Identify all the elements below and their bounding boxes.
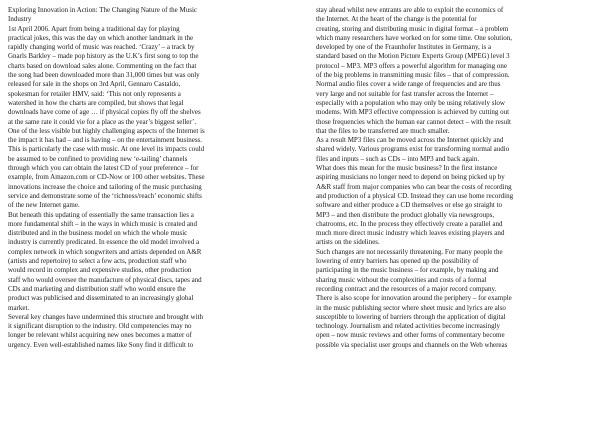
text-line: chatrooms, etc. In the process they effectively create a parallel and (316, 219, 503, 228)
text-line: lowering of entry barriers has opened up the possibility of (316, 257, 479, 266)
text-line: released for sale in the shops on 3rd April, Gennaro Castaldo, (8, 80, 181, 89)
text-line: it significant disruption to the industry. Old competencies may no (8, 322, 192, 331)
text-line: modems. With MP3 effective compression is achieved by cutting out (316, 108, 510, 117)
text-line: product was publicised and disseminated to an increasingly global (8, 294, 194, 303)
text-line: complex network in which songwriters and artists depended on A&R (8, 247, 202, 256)
text-line: There is also scope for innovation around the periphery – for example (316, 294, 512, 303)
text-line: much more direct music industry which leaves existing players and (316, 229, 505, 238)
article-title-continued: Industry (8, 15, 32, 24)
text-line: MP3 – and then distribute the product globally via newsgroups, (316, 210, 495, 219)
text-line: industry is currently predicated. In essence the old model involved a (8, 238, 200, 247)
text-line: urgency. Even well-established names like Sony find it difficult to (8, 340, 194, 349)
text-line: at the same rate it could vie for a place as the year’s biggest seller’. (8, 117, 197, 126)
text-line: possible via specialist user groups and channels on the Web whereas (316, 340, 508, 349)
text-line: the song had been downloaded more than 31,000 times but was only (8, 71, 200, 80)
text-line: One of the less visible but highly challenging aspects of the Internet is (8, 126, 205, 135)
text-line: of the new Internet game. (8, 201, 80, 210)
text-line: As a result MP3 files can be moved across the Internet quickly and (316, 136, 504, 145)
text-line: What does this mean for the music business? In the first instance (316, 164, 498, 173)
text-line: watershed in how the charts are compiled, but shows that legal (8, 98, 184, 107)
text-line: through which you can obtain the latest CD of your preference – for (8, 164, 199, 173)
text-line: technology. Journalism and related activities become increasingly (316, 322, 501, 331)
text-line: and production of a physical CD. Instead they can use home recording (316, 191, 514, 200)
text-line: the impact it has had – and is having – on the entertainment business. (8, 136, 203, 145)
text-line: open – now music reviews and other forms of commentary become (316, 331, 505, 340)
text-line: longer be relevant whilst acquiring new ones becomes a matter of (8, 331, 192, 340)
text-line: innovations increase the choice and tailoring of the music purchasing (8, 182, 202, 191)
text-line: participating in the music business – for example, by making and (316, 266, 499, 275)
text-line: rapidly changing world of music was reached. ‘Crazy’ – a track by (8, 43, 195, 52)
text-line: stay ahead whilst new entrants are able to exploit the economics of (316, 6, 504, 14)
text-line: spokesman for retailer HMV, said: ‘This not only represents a (8, 89, 181, 98)
text-line: that the files to be transferred are much smaller. (316, 126, 450, 135)
text-line: especially with a population who may only be using relatively slow (316, 98, 505, 107)
text-line: files and inputs – such as CDs – into MP3 and back again. (316, 154, 480, 163)
text-line: recording contract and the resources of a major record company. (316, 284, 497, 293)
text-line: charts based on download sales alone. Commenting on the fact that (8, 61, 197, 70)
text-line: distributed and in the business model on which the whole music (8, 229, 188, 238)
article-title: Exploring Innovation in Action: The Changing Nature of the Music (8, 6, 198, 14)
text-line: practical jokes, this was the day on which another landmark in the (8, 33, 194, 42)
text-line: very large and not suitable for fast transfer across the Internet – (316, 89, 494, 98)
text-line: of the big problems in transmitting music files – that of compression. (316, 71, 510, 80)
text-line: market. (8, 303, 30, 312)
text-column-left (8, 6, 289, 350)
text-line: artists on the sidelines. (316, 238, 380, 247)
text-line: susceptible to lowering of barriers through the application of digital (316, 312, 506, 321)
text-line: the Internet. At the heart of the change is the potential for (316, 15, 477, 24)
text-column-right (316, 6, 597, 350)
text-line: 1st April 2006. Apart from being a traditional day for playing (8, 24, 180, 33)
text-line: more fundamental shift – in the ways in which music is created and (8, 219, 197, 228)
text-line: staff who would oversee the manufacture of physical discs, tapes and (8, 275, 202, 284)
text-line: in the music publishing sector where sheet music and lyrics are also (316, 303, 506, 312)
text-line: software and either produce a CD themselves or else go straight to (316, 201, 503, 210)
text-line: would record in complex and expensive studios, other production (8, 266, 192, 275)
text-line: those frequencies which the human ear cannot detect – with the result (316, 117, 511, 126)
text-line: developed by one of the Fraunhofer Institutes in Germany, is a (316, 43, 492, 52)
text-line: downloads have come of age … if physical copies fly off the shelves (8, 108, 201, 117)
text-line: Gnarls Barkley – made pop history as the U.K’s first song to top the (8, 52, 199, 61)
text-line: shared widely. Various programs exist for transforming normal audio (316, 145, 510, 154)
text-line: Several key changes have undermined this structure and brought with (8, 312, 203, 321)
text-line: This is particularly the case with music. At one level its impacts could (8, 145, 205, 154)
text-line: aspiring musicians no longer need to depend on being picked up by (316, 173, 505, 182)
text-line: which many researchers have worked on for some time. One solution, (316, 33, 512, 42)
text-line: example, from Amazon.com or CD-Now or 100 other websites. These (8, 173, 205, 182)
text-line: service and demonstrate some of the ‘richness/reach’ economic shifts (8, 191, 202, 200)
text-line: (artists and repertoire) to select a few acts, production staff who (8, 257, 187, 266)
text-line: creating, storing and distributing music in digital format – a problem (316, 24, 509, 33)
text-line: A&R staff from major companies who can bear the costs of recording (316, 182, 512, 191)
text-line: But beneath this updating of essentially the same transaction lies a (8, 210, 194, 219)
text-line: sharing music without the complexities and costs of a formal (316, 275, 487, 284)
text-line: protocol – MP3. MP3 offers a powerful algorithm for managing one (316, 61, 507, 70)
text-line: Normal audio files cover a wide range of frequencies and are thus (316, 80, 501, 89)
text-line: CDs and marketing and distribution staff who would ensure the (8, 284, 186, 293)
text-line: standard based on the Motion Picture Experts Group (MPEG) level 3 (316, 52, 510, 61)
text-line: Such changes are not necessarily threatening. For many people the (316, 247, 503, 256)
text-line: be assumed to be confined to providing new ‘e-tailing’ channels (8, 154, 188, 163)
